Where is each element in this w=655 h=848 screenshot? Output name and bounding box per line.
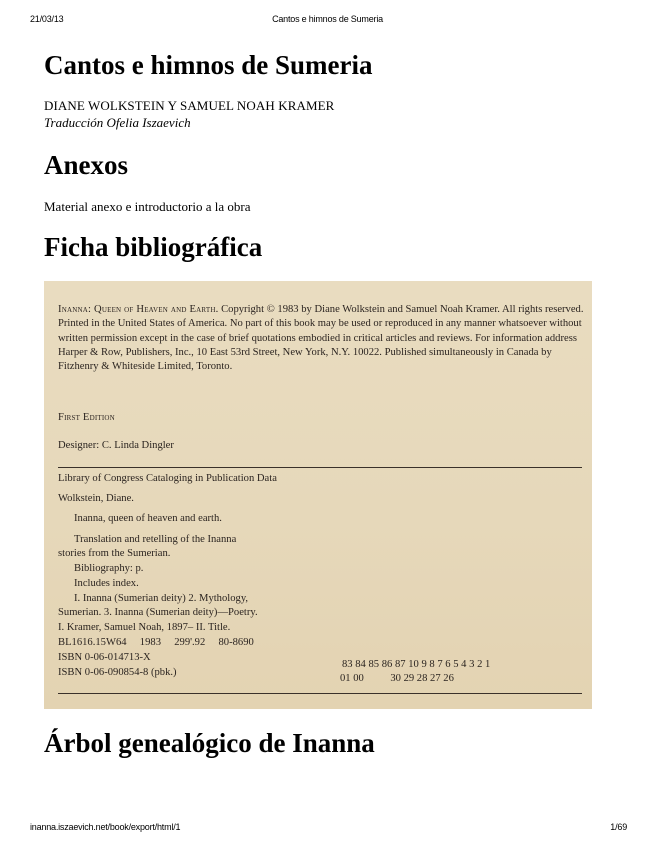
cip-line: ISBN 0-06-014713-X	[58, 652, 151, 663]
section-heading-ficha: Ficha bibliográfica	[44, 232, 263, 262]
authors: DIANE WOLKSTEIN Y SAMUEL NOAH KRAMER	[44, 98, 335, 113]
section-heading-anexos: Anexos	[44, 150, 129, 180]
cip-line: Inanna, queen of heaven and earth.	[74, 513, 222, 524]
printing-line-1: 83 84 85 86 87 10 9 8 7 6 5 4 3 2 1	[342, 659, 491, 670]
cip-heading: Library of Congress Cataloging in Publication Data	[58, 473, 277, 484]
divider-top	[58, 467, 582, 468]
page-title: Cantos e himnos de Sumeria	[44, 50, 373, 80]
cip-line: I. Inanna (Sumerian deity) 2. Mythology,	[74, 593, 249, 604]
cip-line: Bibliography: p.	[74, 563, 144, 574]
scanned-copyright-page	[44, 281, 592, 709]
anexos-description: Material anexo e introductorio a la obra	[44, 199, 251, 214]
divider-bottom	[58, 693, 582, 694]
print-footer-url: inanna.iszaevich.net/book/export/html/1	[30, 822, 181, 832]
cip-line: I. Kramer, Samuel Noah, 1897– II. Title.	[58, 622, 231, 633]
edition-label: First Edition	[58, 412, 115, 423]
cip-line: Translation and retelling of the Inanna	[74, 534, 237, 545]
cip-line: Includes index.	[74, 578, 139, 589]
section-heading-arbol: Árbol genealógico de Inanna	[44, 728, 375, 758]
print-date: 21/03/13	[30, 14, 64, 24]
print-page-number: 1/69	[610, 822, 627, 832]
cip-line: Wolkstein, Diane.	[58, 493, 134, 504]
printing-line-2: 01 00 30 29 28 27 26	[340, 673, 454, 684]
cip-line: ISBN 0-06-090854-8 (pbk.)	[58, 667, 177, 678]
cip-line: Sumerian. 3. Inanna (Sumerian deity)—Poetry.	[58, 607, 258, 618]
print-header-title: Cantos e himnos de Sumeria	[272, 14, 383, 24]
copyright-body: Copyright © 1983 by Diane Wolkstein and Samuel Noah Kramer. All rights reserved. Printed in the United States of America. No part of this book may be used or reproduced in any manner whatsoever without written permission except in the case of brief quotations embodied in critical articles and reviews. For information address Harper & Row, Publishers, Inc., 10 East 53rd Street, New York, N.Y. 10022. Published simultaneously in Canada by Fitzhenry & Whiteside Limited, Toronto.	[58, 304, 584, 373]
designer-credit: Designer: C. Linda Dingler	[58, 440, 174, 451]
copyright-lead: Inanna: Queen of Heaven and Earth.	[58, 304, 219, 315]
copyright-paragraph	[58, 303, 586, 374]
cip-line: stories from the Sumerian.	[58, 548, 171, 559]
cip-line: BL1616.15W64 1983 299'.92 80-8690	[58, 637, 254, 648]
translator: Traducción Ofelia Iszaevich	[44, 115, 191, 130]
